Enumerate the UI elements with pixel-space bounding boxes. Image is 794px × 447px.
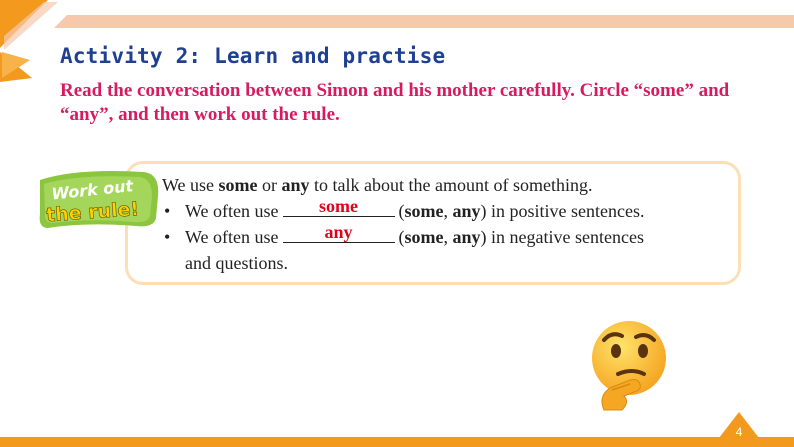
bullet-dot-icon: • (164, 227, 171, 247)
bullet-2-post: (some, any) in negative sentences (398, 227, 644, 247)
top-decor-bar (0, 15, 794, 28)
rule-intro: We use some or any to talk about the amount of something. (162, 175, 593, 195)
bullet-1-post: (some, any) in positive sentences. (398, 201, 645, 221)
bottom-decor-bar (0, 437, 794, 447)
rule-bullet-1: • We often use some (some, any) in positive sentences. (162, 198, 732, 224)
bullet-2-post-line2: and questions. (185, 253, 288, 273)
answer-blank-1 (283, 196, 395, 217)
page-number: 4 (735, 425, 743, 439)
keyword-some: some (218, 175, 258, 195)
corner-triangle-decoration (0, 0, 82, 82)
rule-bullet-2: • We often use any (some, any) in negative sentences and questions. (164, 222, 644, 273)
answer-blank-2 (283, 222, 395, 243)
svg-text:Work out: Work out (50, 176, 135, 204)
activity-title: Activity 2: Learn and practise (60, 44, 446, 68)
bullet-dot-icon: • (164, 201, 171, 221)
rule-text (162, 172, 732, 276)
answer-some: some (319, 196, 359, 216)
svg-text:the rule!: the rule! (45, 198, 140, 227)
thinking-face-icon (590, 318, 668, 414)
answer-any: any (324, 222, 353, 242)
instruction-text: Read the conversation between Simon and his mother carefully. Circle “some” and “any”, and then work out the rule. (60, 80, 730, 125)
keyword-any: any (281, 175, 310, 195)
work-out-the-rule-badge (36, 166, 164, 232)
